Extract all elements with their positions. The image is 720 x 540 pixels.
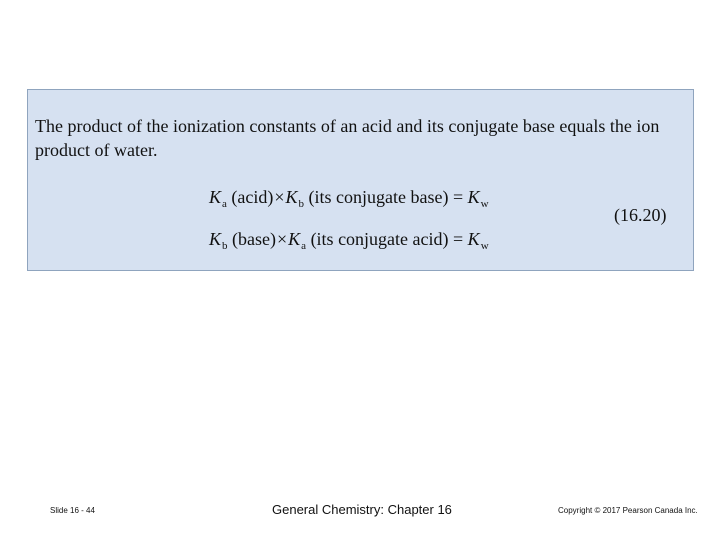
equation-number: (16.20) — [614, 205, 667, 225]
definition-box — [27, 89, 694, 271]
multiply-operator: × — [277, 229, 288, 249]
kb-subscript: b — [298, 198, 305, 210]
conjugate-acid-qualifier: (its conjugate acid) — [310, 229, 449, 249]
base-qualifier: (base) — [232, 229, 276, 249]
ka-subscript: a — [222, 198, 227, 210]
conjugate-base-qualifier: (its conjugate base) — [308, 187, 449, 207]
equals-sign: = — [453, 229, 464, 249]
copyright-notice: Copyright © 2017 Pearson Canada Inc. — [558, 506, 698, 515]
acid-qualifier: (acid) — [231, 187, 274, 207]
equals-sign: = — [453, 187, 464, 207]
equation-kb-ka — [209, 227, 489, 254]
kb-subscript: b — [222, 240, 228, 252]
ka-symbol: K — [209, 187, 222, 207]
chapter-title: General Chemistry: Chapter 16 — [272, 502, 452, 517]
equation-ka-kb — [209, 185, 489, 212]
multiply-operator: × — [274, 187, 285, 207]
kb-symbol: K — [285, 187, 298, 207]
ka-symbol: K — [288, 229, 301, 249]
kw-symbol: K — [467, 229, 480, 249]
kw-subscript: w — [480, 198, 489, 210]
slide-number: Slide 16 - 44 — [50, 506, 95, 515]
statement-text: The product of the ionization constants of an acid and its conjugate base equals the ion product of water. — [35, 116, 660, 160]
kb-symbol: K — [209, 229, 222, 249]
kw-subscript: w — [480, 240, 489, 252]
kw-symbol: K — [467, 187, 480, 207]
ka-subscript: a — [301, 240, 307, 252]
